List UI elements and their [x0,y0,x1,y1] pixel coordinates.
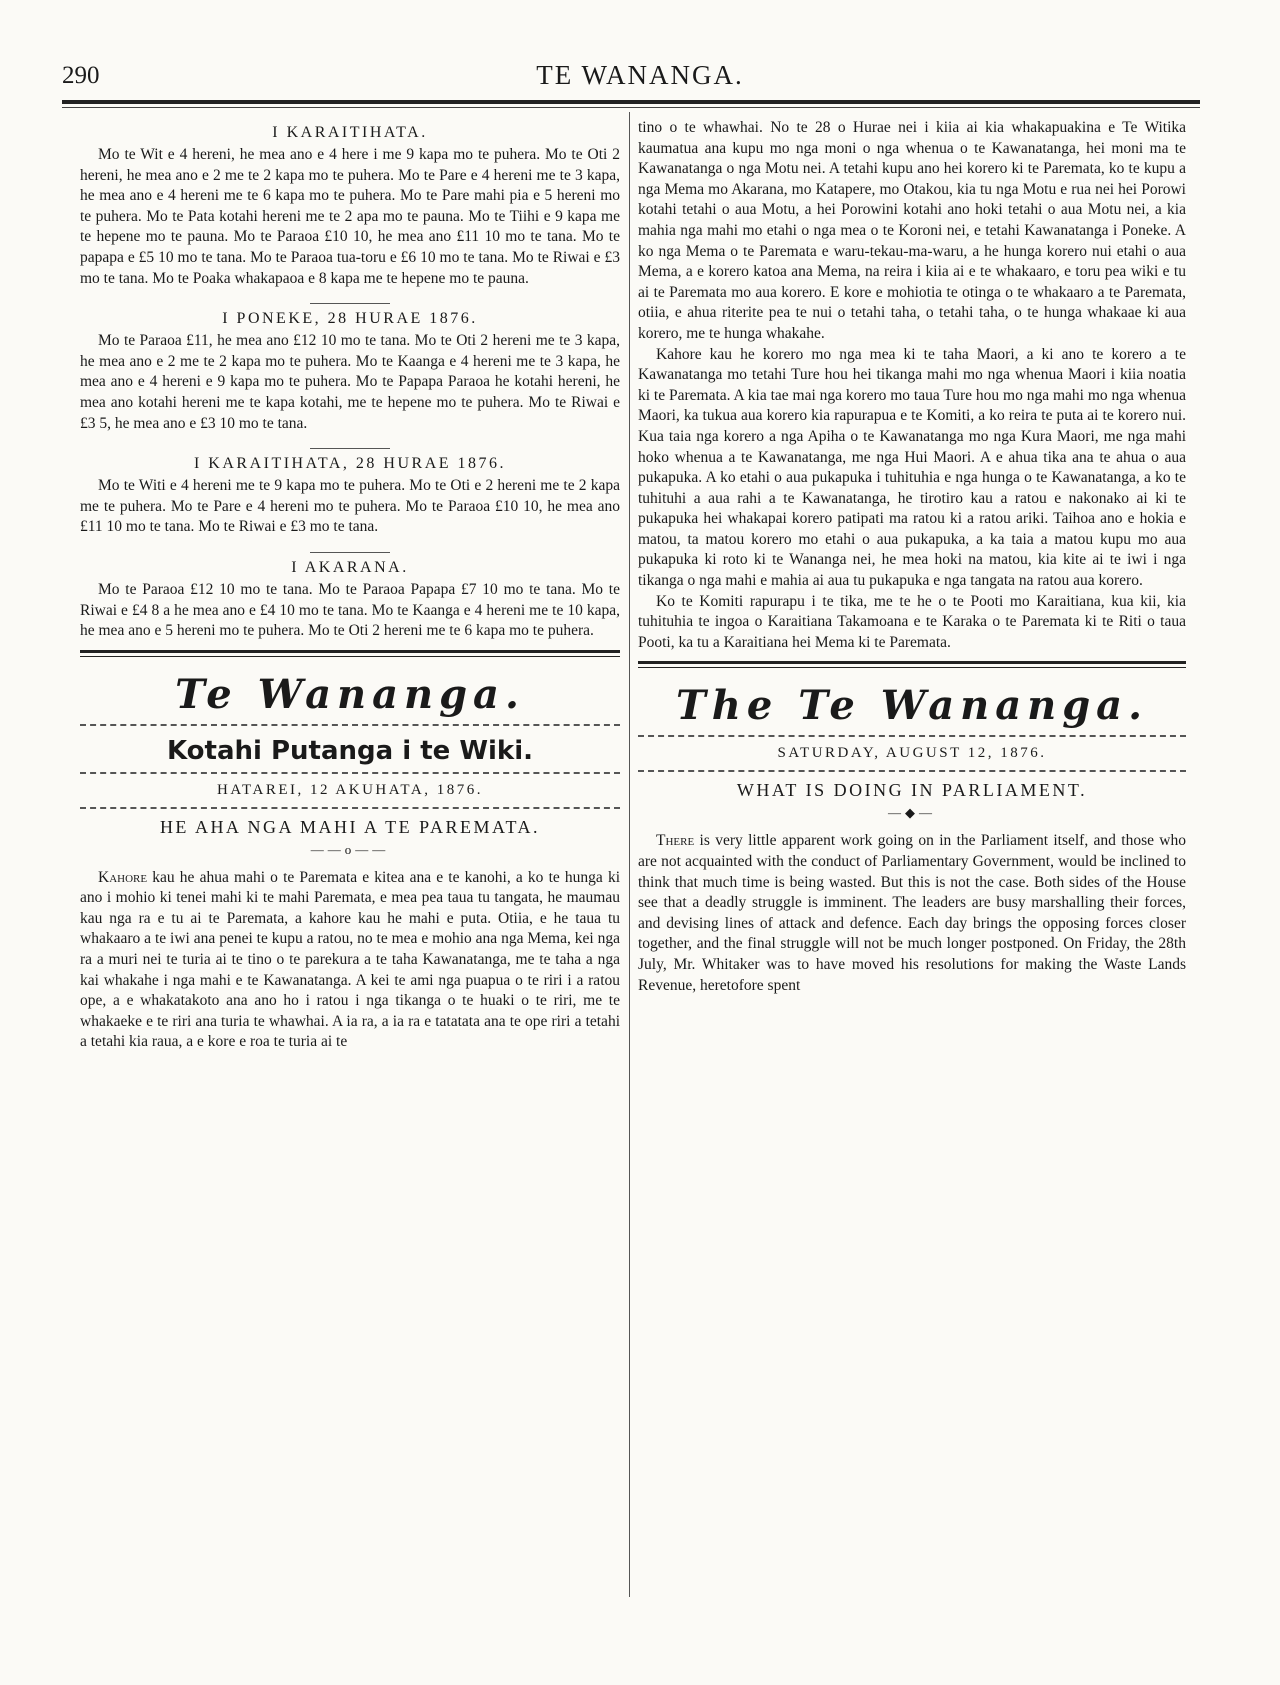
dotted-rule [638,770,1186,772]
article-text: kau he ahua mahi o te Paremata e kitea ana e te kanohi, a ko te hunga ki ano i mohio ki tenei mahi ki te mahi Paremata, e mea pea taua tu tangata, he maumau kau nga ra e tu ai te Paremata, a kahore kau he mahi e puta. Otiia, e he taua tu whakaaro a te iwi ana penei te kupu a ratou, no te mea e mohio ana nga Mema, kei nga ra a muri nei te turia ai te tino o te parekura a te taha Kawanatanga, me te taha a nga kai whakahe i nga mahi e te Kawanatanga. A kei te ami nga puapua o te riri i a ratou ope, a e whakatakoto ana ano ho i ratou i nga tikanga o te huaki o te riri, me te whakaeke e te riri ana turia te whawhai. A ia ra, a ia ra e tatatata ana te ope riri a tetahi a tetahi kia raua, a e kore e roa te turia ai te [80,868,621,1051]
article-continuation-maori: tino o te whawhai. No te 28 o Hurae nei i kiia ai kia whakapuakina e Te Witika kaumatua ana kupu mo nga moni o nga whenua o te Kawanatanga, hei moni ma te Kawanatanga o nga Motu nei. A tetahi kupu ano hei korero ki te Paremata, ko te kupu a nga Mema mo Akarana, mo Katapere, mo Otakou, kia tu nga Motu e rua nei hei Porowi kotahi tetahi o aua Motu, a hei Porowini kotahi ano hoki tetahi o aua Motu nei, a kia mahia nga mahi mo etahi o nga mea o te Koroni nei, e tetahi Kawanatanga i Poneke. A ko nga Mema o te Paremata e waru-tekau-ma-waru, a he hunga korero nui etahi o aua Mema, a e korero katoa ana Mema, na reira i kiia ai e te whakaaro, e toru pea wiki e tu ai te Paremata mo aua korero. E kore e mohiotia te otinga o te whakaaro a te Paremata, otiia, e ahua riterite pea te nui o tetahi taha, o tetahi taha, o te hunga whakaae ki aua korero, me te hunga whakahe. [638,119,1186,342]
article-headline-english: WHAT IS DOING IN PARLIAMENT. [736,780,1088,801]
page-number: 290 [62,62,100,89]
section-divider [310,303,390,304]
header-rule-thin [62,107,1200,108]
right-column [638,118,1186,996]
dotted-rule [638,735,1186,737]
section-divider [310,552,390,553]
column-divider [629,112,630,1597]
article-paragraph-maori: Kahore kau he korero mo nga mea ki te taha Maori, a ki ano te korero a te Kawanatanga mo tetahi Ture hou hei tikanga mahi mo nga whenua Maori i kiia noatia ki te Paremata. A kia tae mai nga korero mo taua Ture hou mo nga mahi mo nga whenua Maori, ka tukua aua korero kia rapurapua e te Komiti, a ko reira te puta ai te korero nui. Kua taia nga korero a nga Apiha o te Kawanatanga mo nga Kura Maori, me nga mahi hoko whenua a te Kawanatanga, me nga Hui Maori. A e ahua tika ana te ahua o aua pukapuka. A ko etahi o aua pukapuka i tuhituhia e nga hunga o te Kawanatanga, a ko te tuhituhi a aua rahi a te Kawanatanga, he tirotiro kau a ratou e nakonako ai ki te pukapuka hei whakapai korero patipati ma ratou ki a ratou ariki. Taihoa ano e hokia e matou, ta matou korero mo etahi o aua pukapuka, a ka taia a matou kupu mo aua pukapuka ki roto ki te Wananga nei, he mea hoki na matou, kia kite ai te iwi i nga tikanga o nga mahi e mahia ai aua tu pukapuka e nga tangata na ratou aua korero. [638,345,1186,590]
article-headline-maori: HE AHA NGA MAHI A TE PAREMATA. [159,816,541,837]
ornament-divider: —◆— [888,805,936,821]
article-body-english [638,831,1186,996]
dotted-rule [80,772,620,774]
section-heading-poneke: I PONEKE, 28 HURAE 1876. [222,310,478,328]
dotted-rule [80,724,620,726]
section-heading-karaitihata: I KARAITIHATA. [272,124,428,141]
nameplate-te-wananga: Te Wananga. [175,670,525,718]
ornament-divider: ——o—— [310,841,390,857]
section-heading-akarana: I AKARANA. [291,558,409,576]
article-text: is very little apparent work going on in the Parliament itself, and those who are not acquainted with the conduct of Parliamentary Government, would be inclined to think that much time is being wasted. But this is not the case. Both sides of the House see that a deadly struggle is imminent. The leaders are busy marshalling their forces, and devising lines of attack and defence. Each day brings the opposing forces closer together, and the final struggle will not be much longer postponed. On Friday, the 28th July, Mr. Whitaker was to have moved his resolutions for making the Waste Lands Revenue, heretofore spent [638,832,1187,994]
masthead-title: TE WANANGA. [536,60,744,90]
section-heading-karaitihata-dated: I KARAITIHATA, 28 HURAE 1876. [193,455,507,473]
double-rule [638,661,1186,668]
publication-frequency: Kotahi Putanga i te Wiki. [166,735,533,766]
section-divider [310,448,390,449]
nameplate-the-te-wananga: The Te Wananga. [675,682,1149,730]
left-column [80,118,620,1053]
market-report-poneke: Mo te Paraoa £11, he mea ano £12 10 mo te tana. Mo te Oti 2 hereni me te 3 kapa, he mea ano e 2 me te 2 kapa mo te puhera. Mo te Kaanga e 4 hereni me te 3 kapa, he mea ano e 4 hereni e 9 kapa mo te puhera. Mo te Papapa Paraoa he kotahi hereni, he mea ano kotahi hereni me te kapa kotahi, me te hepene mo te puhera. Mo te Riwai e £3 5, he mea ano e £3 10 mo te tana. [80,332,620,432]
dotted-rule [80,807,620,809]
double-rule [80,650,620,657]
issue-date-english: SATURDAY, AUGUST 12, 1876. [777,745,1047,762]
lead-word: Kahore [98,868,148,886]
header-rule [62,100,1200,104]
article-body-maori [80,868,620,1053]
lead-word: There [656,832,695,850]
market-report-karaitihata: Mo te Wit e 4 hereni, he mea ano e 4 here i me 9 kapa mo te puhera. Mo te Oti 2 hereni, he mea ano e 2 me te 2 kapa mo te puhera. Mo te Pare e 4 hereni me te 3 kapa, he mea ano e 4 hereni me te 6 kapa mo te puhera. Mo te Pare mahi pia e 5 hereni mo te puhera. Mo te Pata kotahi hereni me te 2 apa mo te pauna. Mo te Tiihi e 9 kapa me te hepene mo te pauna. Mo te Paraoa £10 10, he mea ano £11 10 mo te tana. Mo te papapa e £5 10 mo te tana. Mo te Paraoa tua-toru e £6 10 mo te tana. Mo te Riwai e £3 mo te tana. Mo te Poaka whakapaoa e 8 kapa me te hepene mo te pauna. [80,146,620,287]
market-report-akarana: Mo te Paraoa £12 10 mo te tana. Mo te Paraoa Papapa £7 10 mo te tana. Mo te Riwai e £4 8 a he mea ano e £4 10 mo te tana. Mo te Kaanga e 4 hereni me te 10 kapa, he mea ano e 5 hereni mo te puhera. Mo te Oti 2 hereni me te 6 kapa mo te puhera. [80,580,620,640]
market-report-karaitihata-dated: Mo te Witi e 4 hereni me te 9 kapa mo te puhera. Mo te Oti e 2 hereni me te 2 kapa me te puhera. Mo te Pare e 4 hereni mo te puhera. Mo te Paraoa £10 10, he mea ano £11 10 mo te tana. Mo te Riwai e £3 mo te tana. [80,477,620,536]
article-paragraph-maori: Ko te Komiti rapurapu i te tika, me te he o te Pooti mo Karaitiana, kua kii, kia tuhituhia te ingoa o Karaitiana Takamoana e te Karaka o te Paremata ki te Riti o taua Pooti, ka tu a Karaitiana hei Mema ki te Paremata. [638,592,1186,651]
issue-date-maori: HATAREI, 12 AKUHATA, 1876. [217,781,483,798]
